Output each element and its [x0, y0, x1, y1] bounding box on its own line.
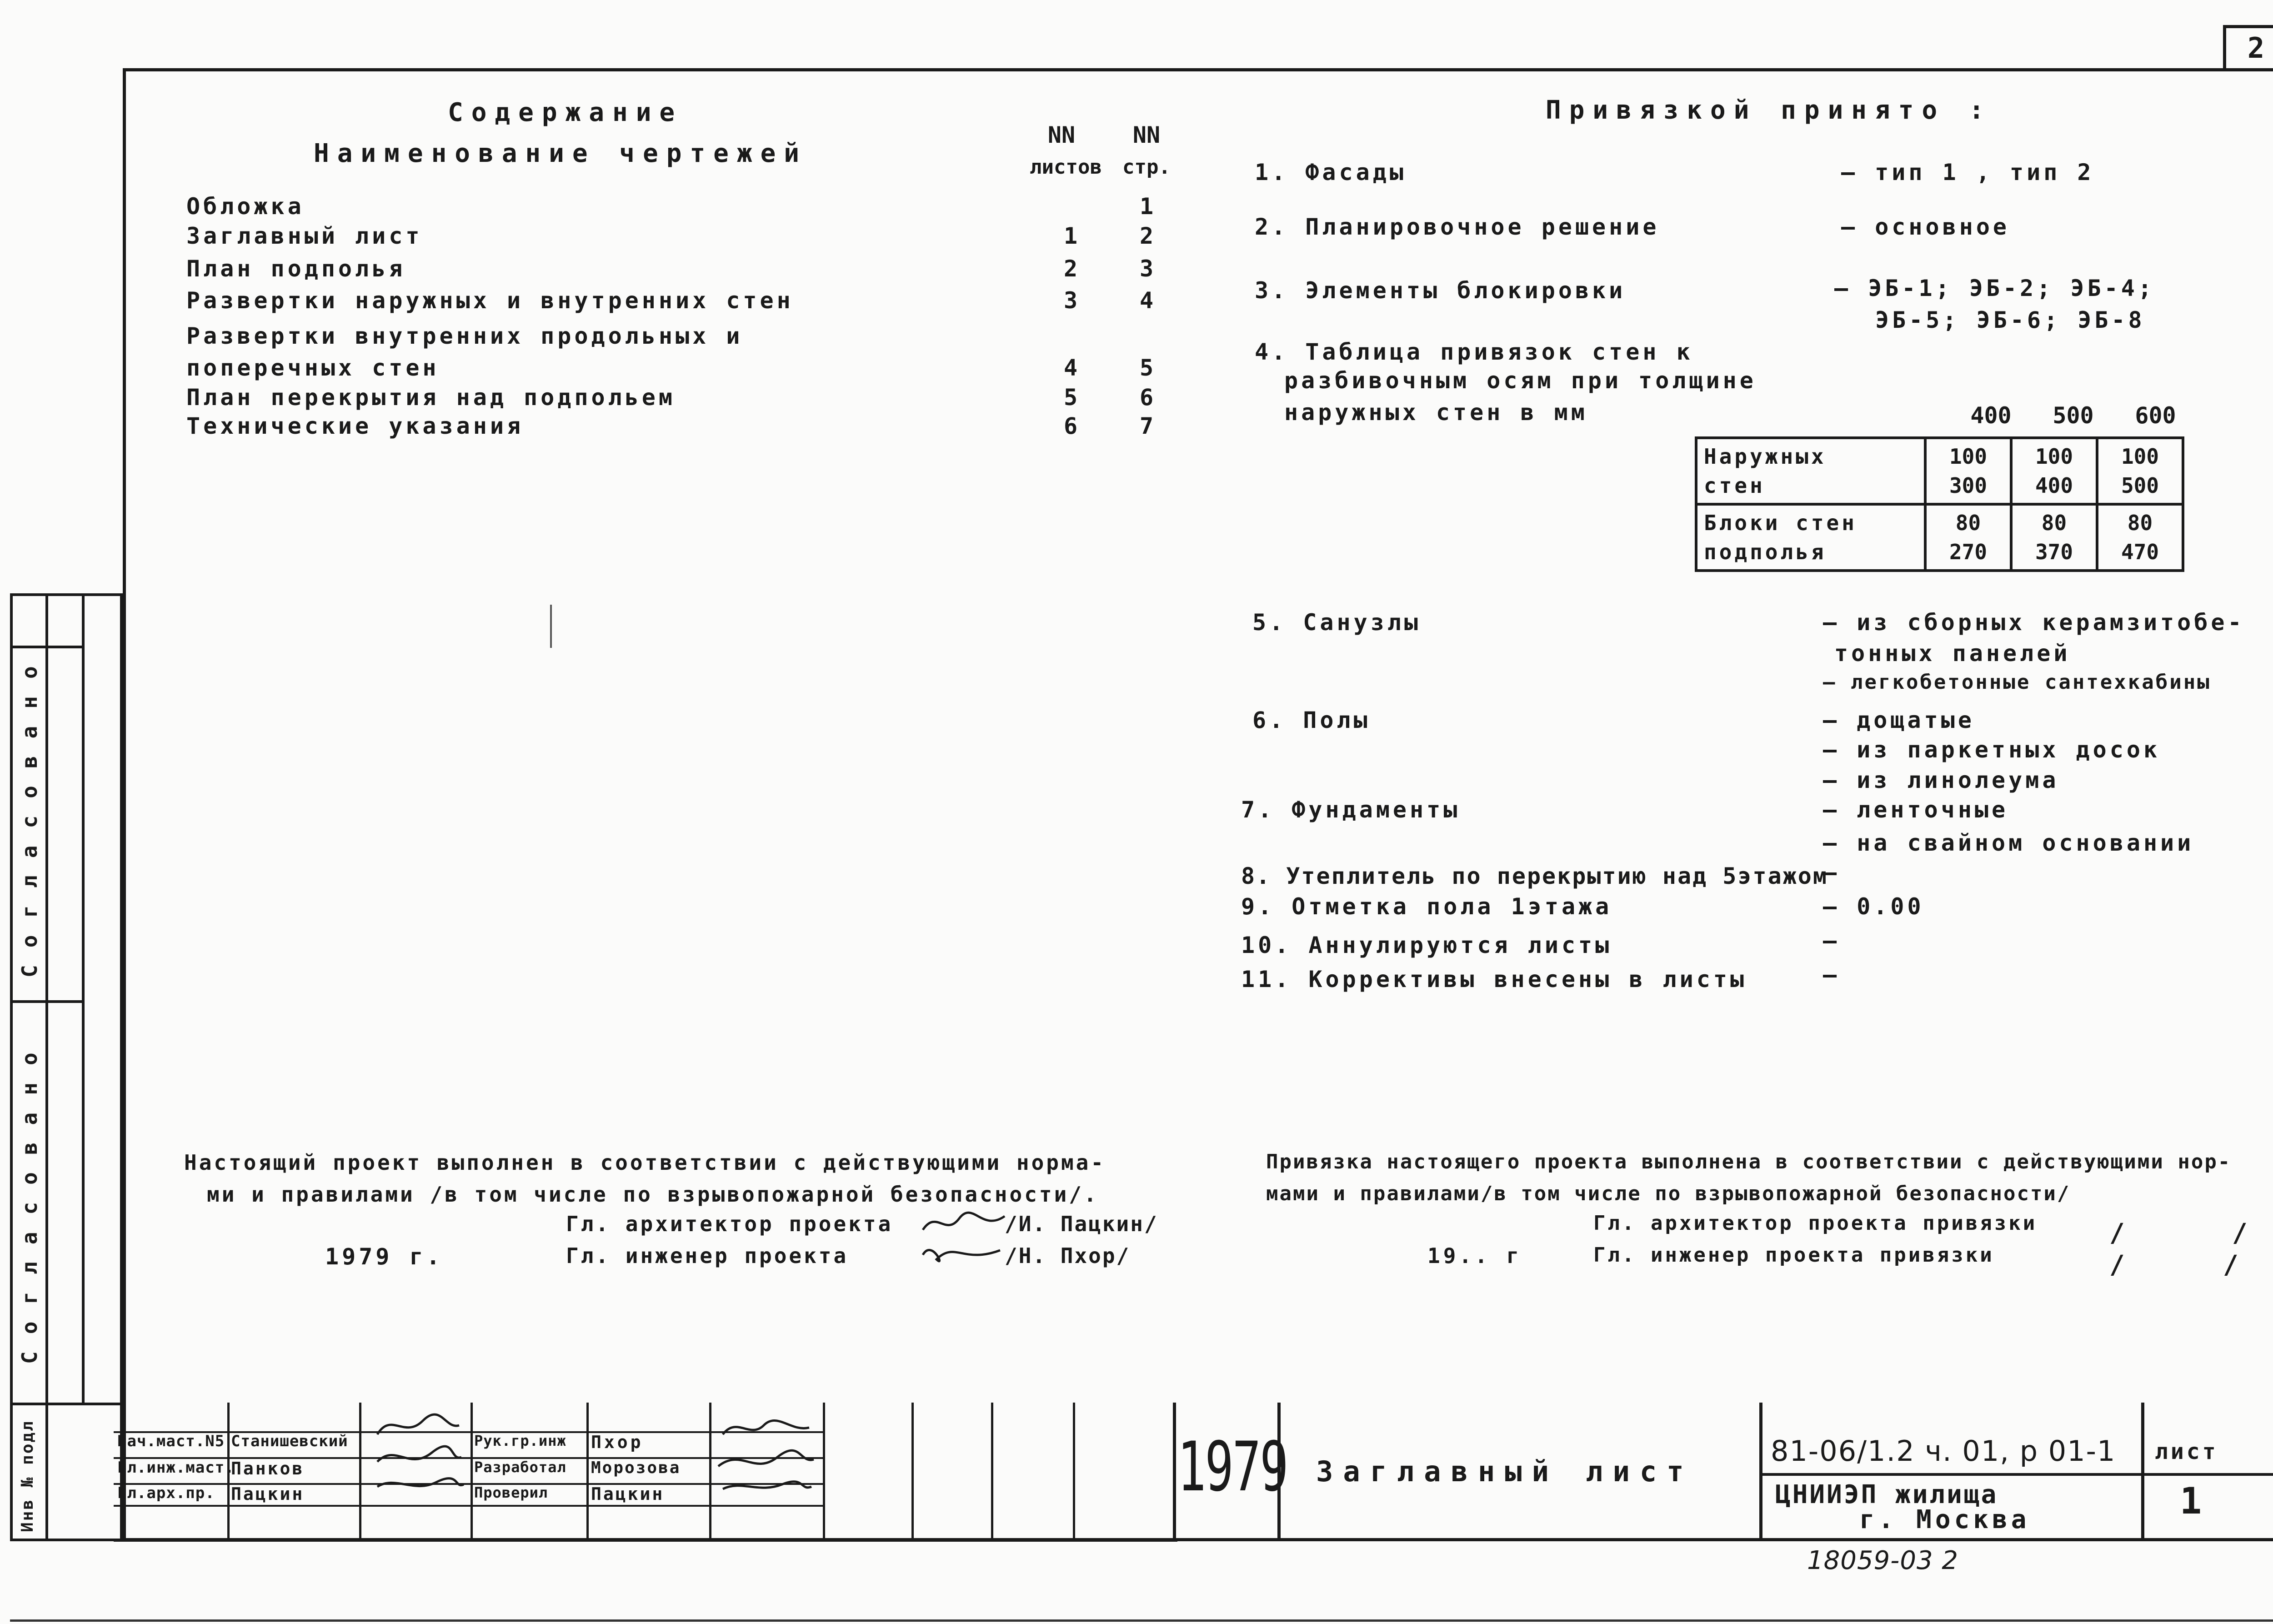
cell-text: 80	[2127, 511, 2153, 535]
tb-name: Пхор	[591, 1432, 644, 1452]
tb-sheet-label: лист	[2155, 1439, 2218, 1464]
table-cell	[2097, 504, 2183, 571]
contents-row-page: 7	[1139, 413, 1154, 439]
note-left-eng: Гл. инженер проекта	[566, 1243, 849, 1268]
strip-divider	[10, 646, 83, 648]
slash-mark: /	[2109, 1218, 2128, 1248]
binding-item-blocking-value2: ЭБ-5; ЭБ-6; ЭБ-8	[1875, 307, 2145, 333]
table-cell-name	[1696, 504, 1925, 571]
cell-text: 270	[1949, 540, 1988, 564]
tb-line	[1173, 1403, 1176, 1541]
binding-item-insulation: 8. Утеплитель по перекрытию над 5этажом	[1241, 863, 1828, 889]
tb-name: Станишевский	[231, 1432, 348, 1450]
contents-row-page: 3	[1139, 256, 1154, 282]
contents-row-sheet: 4	[1063, 355, 1078, 381]
binding-table	[1695, 436, 2184, 572]
strip-label-approved-2: Согласовано	[17, 1035, 42, 1364]
table-cell	[1925, 504, 2011, 571]
contents-row-sheet: 3	[1063, 287, 1078, 314]
note-right-arch: Гл. архитектор проекта привязки	[1593, 1212, 2038, 1235]
binding-item-facades: 1. Фасады	[1255, 159, 1407, 185]
contents-row-page: 4	[1139, 287, 1154, 314]
cell-text: 80	[2041, 511, 2067, 535]
signature-column-2	[714, 1407, 818, 1503]
tb-org-2: г. Москва	[1859, 1505, 2030, 1534]
binding-value: —	[1823, 859, 1840, 886]
binding-item-planning-value: — основное	[1841, 214, 2010, 240]
binding-value: — ленточные	[1823, 797, 2009, 823]
binding-value: — из паркетных досок	[1823, 737, 2161, 763]
tb-line	[114, 1539, 1177, 1542]
contents-row-name: поперечных стен	[186, 355, 440, 381]
cell-text: 100	[2121, 444, 2159, 469]
table-header-400: 400	[1970, 402, 2012, 429]
cell-text: стен	[1704, 473, 1765, 498]
table-row	[1696, 504, 2183, 571]
contents-row-page: 5	[1139, 355, 1154, 381]
tb-line	[991, 1403, 993, 1539]
binding-value: — 0.00	[1823, 893, 1924, 920]
cell-text: подполья	[1704, 540, 1827, 564]
col2-header-nn: NN	[1132, 122, 1161, 148]
binding-item-blocking-value: — ЭБ-1; ЭБ-2; ЭБ-4;	[1834, 275, 2155, 301]
strip-divider	[10, 1000, 83, 1003]
binding-item-table: 4. Таблица привязок стен к	[1255, 339, 1693, 365]
tb-line	[114, 1505, 823, 1507]
cell-text: 80	[1955, 511, 1981, 535]
tb-line	[709, 1403, 711, 1539]
tb-sheet-value: 1	[2180, 1480, 2203, 1522]
tb-line	[359, 1403, 361, 1539]
note-left-eng-name: /Н. Пхор/	[1005, 1243, 1131, 1268]
cell-text: 400	[2035, 473, 2073, 498]
contents-row-page: 6	[1139, 384, 1154, 411]
table-cell	[1925, 438, 2011, 504]
tb-line	[823, 1403, 825, 1539]
contents-row-sheet: 1	[1063, 223, 1078, 249]
strip-label-inventory: Инв № подл	[18, 1420, 37, 1532]
cell-text: 100	[2035, 444, 2073, 469]
contents-row-name: Технические указания	[186, 413, 524, 439]
binding-item-cancelled: 10. Аннулируются листы	[1241, 932, 1612, 958]
contents-row-page: 1	[1139, 193, 1154, 220]
contents-title: Содержание	[448, 98, 683, 127]
table-cell	[2011, 504, 2097, 571]
cell-text: Наружных	[1704, 444, 1827, 469]
binding-item-facades-value: — тип 1 , тип 2	[1841, 159, 2094, 185]
binding-value: тонных панелей	[1834, 640, 2071, 667]
table-row	[1696, 438, 2183, 504]
binding-item-corrections: 11. Коррективы внесены в листы	[1241, 966, 1747, 992]
note-right-line2: мами и правилами/в том числе по взрывопожарной безопасности/	[1266, 1182, 2071, 1205]
tb-title: Заглавный лист	[1316, 1455, 1694, 1488]
tb-role: Проверил	[474, 1484, 548, 1501]
contents-row-name: План подполья	[186, 256, 406, 282]
contents-row-sheet: 2	[1063, 256, 1078, 282]
note-left-line1: Настоящий проект выполнен в соответствии с действующими норма-	[184, 1150, 1106, 1175]
tb-role: Рук.гр.инж	[474, 1432, 566, 1449]
cell-text: 370	[2035, 540, 2073, 564]
note-right-line1: Привязка настоящего проекта выполнена в соответствии с действующими нор-	[1266, 1150, 2232, 1173]
signature-eng	[914, 1237, 1005, 1273]
tb-line	[1073, 1403, 1075, 1539]
contents-subtitle: Наименование чертежей	[314, 139, 808, 168]
binding-value: — на свайном основании	[1823, 830, 2194, 856]
cell-text: 300	[1949, 473, 1988, 498]
stray-mark	[550, 605, 552, 648]
signature-column-1	[368, 1407, 468, 1503]
strip-divider	[10, 1403, 123, 1405]
tb-role: Нач.маст.N5	[117, 1432, 225, 1450]
slash-mark: /	[2109, 1250, 2128, 1280]
binding-item-table-2: разбивочным осям при толщине	[1284, 367, 1757, 394]
binding-item-planning: 2. Планировочное решение	[1255, 214, 1660, 240]
note-left-line2: ми и правилами /в том числе по взрывопожарной безопасности/.	[207, 1182, 1099, 1207]
table-header-600: 600	[2135, 402, 2176, 429]
tb-role: Гл.инж.маст.	[117, 1459, 235, 1477]
tb-role: Разработал	[474, 1459, 566, 1476]
note-left-arch: Гл. архитектор проекта	[566, 1212, 893, 1236]
tb-line	[586, 1403, 589, 1539]
col2-header-label: стр.	[1122, 155, 1171, 179]
cell-text: 470	[2121, 540, 2159, 564]
tb-inventory-number: 18059-03 2	[1807, 1546, 1959, 1575]
tb-year: 1979	[1177, 1428, 1287, 1507]
contents-row-name: Заглавный лист	[186, 223, 423, 249]
contents-row-name: Обложка	[186, 193, 305, 220]
tb-line	[2141, 1403, 2144, 1541]
tb-role: Гл.арх.пр.	[117, 1484, 215, 1502]
slash-mark: /	[2232, 1218, 2251, 1248]
binding-item-floors: 6. Полы	[1252, 707, 1371, 733]
binding-value: —	[1823, 927, 1840, 954]
tb-name: Панков	[231, 1459, 305, 1479]
binding-value: —	[1823, 962, 1840, 988]
binding-item-sanitary: 5. Санузлы	[1252, 609, 1422, 636]
tb-line	[911, 1403, 914, 1539]
note-left-year: 1979 г.	[325, 1243, 443, 1270]
contents-row-name: План перекрытия над подпольем	[186, 384, 676, 411]
contents-row-name: Развертки наружных и внутренних стен	[186, 287, 794, 314]
binding-title: Привязкой принято :	[1546, 95, 1993, 125]
binding-value: — из сборных керамзитобе-	[1823, 609, 2245, 636]
strip-divider	[82, 593, 85, 1403]
tb-name: Морозова	[591, 1459, 681, 1477]
tb-org-1: ЦНИИЭП жилища	[1775, 1480, 1998, 1509]
cell-text: Блоки стен	[1704, 511, 1857, 535]
col1-header-label: листов	[1030, 155, 1102, 179]
strip-label-approved-1: Согласовано	[17, 649, 42, 977]
note-right-year: 19.. г	[1427, 1243, 1522, 1268]
outer-border-bottom	[10, 1619, 2273, 1622]
slash-mark: /	[2223, 1250, 2242, 1280]
cell-text: 500	[2121, 473, 2159, 498]
contents-row-sheet: 6	[1063, 413, 1078, 439]
table-header-500: 500	[2053, 402, 2094, 429]
table-cell	[2097, 438, 2183, 504]
tb-line	[1759, 1403, 1762, 1541]
contents-row-name: Развертки внутренних продольных и	[186, 323, 743, 349]
note-right-eng: Гл. инженер проекта привязки	[1593, 1243, 1994, 1267]
table-cell-name	[1696, 438, 1925, 504]
binding-item-blocking: 3. Элементы блокировки	[1255, 277, 1626, 304]
contents-row-sheet: 5	[1063, 384, 1078, 411]
contents-row-page: 2	[1139, 223, 1154, 249]
tb-line	[2141, 1473, 2273, 1476]
binding-value: — легкобетонные сантехкабины	[1823, 671, 2211, 694]
strip-divider	[45, 593, 48, 1541]
tb-name: Пацкин	[591, 1484, 665, 1504]
sheet-number-box: 2	[2223, 25, 2273, 71]
binding-item-floor-mark: 9. Отметка пола 1этажа	[1241, 893, 1612, 920]
binding-value: — дощатые	[1823, 707, 1975, 733]
note-left-arch-name: /И. Пацкин/	[1005, 1212, 1158, 1236]
table-cell	[2011, 438, 2097, 504]
binding-item-foundations: 7. Фундаменты	[1241, 797, 1461, 823]
signature-arch	[918, 1205, 1009, 1241]
cell-text: 100	[1949, 444, 1988, 469]
tb-line	[471, 1403, 473, 1539]
tb-code: 81-06/1.2 ч. 01, р 01-1	[1771, 1434, 2116, 1468]
col1-header-nn: NN	[1047, 122, 1076, 148]
binding-value: — из линолеума	[1823, 767, 2059, 793]
binding-item-table-3: наружных стен в мм	[1284, 399, 1588, 426]
tb-name: Пацкин	[231, 1484, 305, 1504]
